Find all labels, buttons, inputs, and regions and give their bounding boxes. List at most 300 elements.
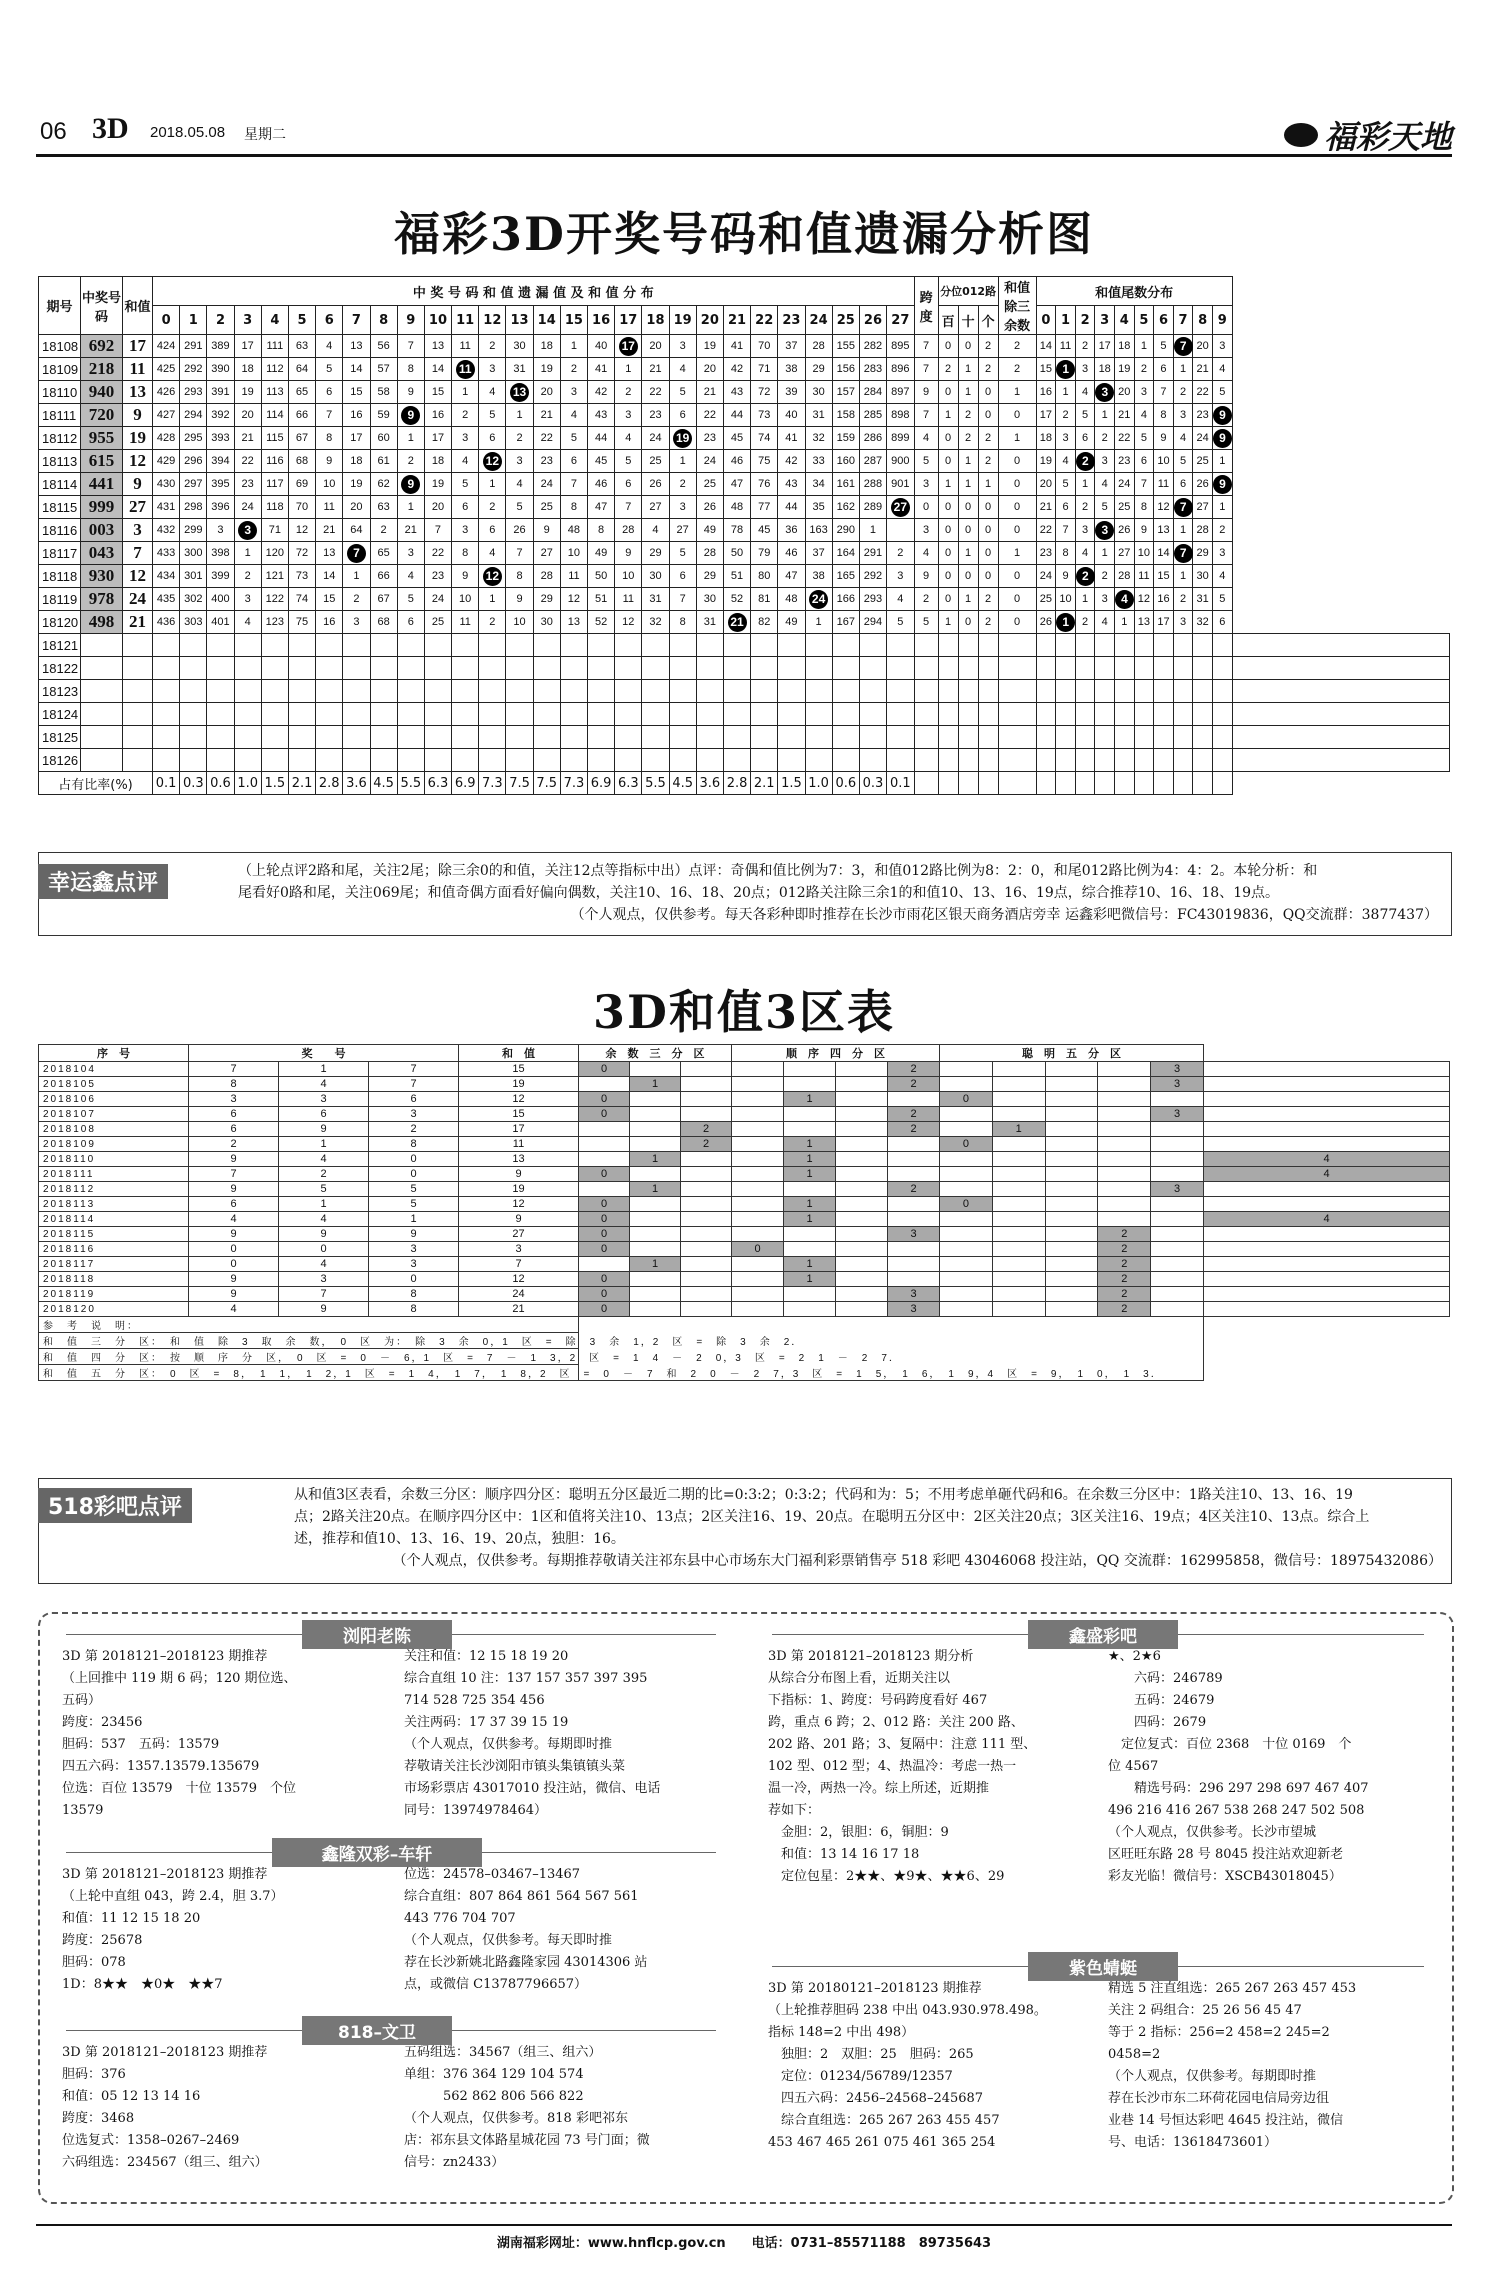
empty-cell — [778, 726, 805, 749]
table-row — [39, 335, 1450, 358]
empty-cell — [751, 634, 778, 657]
winning-number: 720 — [81, 404, 123, 427]
sum-value: 13 — [459, 1152, 579, 1167]
draw-digit: 0 — [369, 1152, 459, 1167]
zone-cell — [1098, 1197, 1151, 1212]
sequence: 2018107 — [39, 1107, 189, 1122]
zone-cell — [992, 1287, 1045, 1302]
tail-cell: 3 — [1075, 358, 1095, 381]
c4-r-line: 区旺旺东路 28 号 8045 投注站欢迎新老 — [1108, 1847, 1344, 1862]
ratio-value: 7.3 — [479, 772, 506, 795]
zone-cell — [681, 1212, 732, 1227]
zone-cell — [1204, 1257, 1450, 1272]
empty-cell — [778, 680, 805, 703]
tail-cell: 17 — [1095, 335, 1115, 358]
table-row — [39, 473, 1450, 496]
omission-cell: 18 — [234, 358, 261, 381]
omission-cell: 2 — [234, 565, 261, 588]
period: 18116 — [39, 519, 81, 542]
ratio-value: 1.0 — [805, 772, 832, 795]
zone-cell — [1151, 1152, 1204, 1167]
c4-l-line: 下指标：1、跨度：号码跨度看好 467 — [768, 1693, 988, 1708]
omission-cell: 23 — [533, 450, 560, 473]
empty-cell — [1114, 703, 1134, 726]
hit-marker: 21 — [728, 613, 747, 632]
zone-cell — [1204, 1182, 1450, 1197]
sum-index: 23 — [778, 306, 805, 335]
empty-cell — [370, 726, 397, 749]
omission-cell: 13 — [343, 335, 370, 358]
table-row — [39, 404, 1450, 427]
omission-cell: 19 — [424, 473, 451, 496]
col-mod3: 余 数 三 分 区 — [579, 1045, 732, 1062]
empty-cell — [642, 634, 669, 657]
omission-cell: 6 — [316, 381, 343, 404]
c5-r-line: 0458=2 — [1108, 2047, 1161, 2062]
c3-l-line: 六码组选：234567（组三、组六） — [62, 2155, 268, 2170]
omission-cell: 64 — [343, 519, 370, 542]
omission-cell: 5 — [669, 542, 696, 565]
omission-cell: 400 — [207, 588, 234, 611]
route-units: 0 — [978, 519, 998, 542]
omission-cell: 18 — [343, 450, 370, 473]
period: 18121 — [39, 634, 81, 657]
omission-cell: 11 — [615, 588, 642, 611]
draw-digit: 8 — [369, 1287, 459, 1302]
omission-cell: 4 — [642, 519, 669, 542]
empty-cell — [479, 680, 506, 703]
c1-r-line: 同号：13974978464） — [404, 1803, 547, 1818]
zone-hit: 1 — [784, 1212, 836, 1227]
omission-cell: 49 — [778, 611, 805, 634]
zone-cell — [992, 1227, 1045, 1242]
omission-cell: 21 — [696, 381, 723, 404]
empty-cell — [588, 749, 615, 772]
c4-r-line: （个人观点，仅供参考。长沙市望城 — [1108, 1825, 1317, 1840]
zone-cell — [992, 1167, 1045, 1182]
zone-cell — [630, 1227, 681, 1242]
empty-cell — [261, 749, 288, 772]
empty-cell — [1056, 703, 1076, 726]
sum-index: 27 — [887, 306, 915, 335]
empty-cell — [316, 703, 343, 726]
omission-cell: 40 — [778, 404, 805, 427]
omission-cell: 116 — [261, 450, 288, 473]
tail-cell: 23 — [1193, 404, 1213, 427]
empty-cell — [81, 726, 123, 749]
tail-cell: 25 — [1193, 450, 1213, 473]
table-row — [39, 611, 1450, 634]
ratio-value: 2.8 — [316, 772, 343, 795]
empty-cell — [1212, 772, 1232, 795]
tail-hit-marker: 4 — [1115, 590, 1134, 609]
omission-cell: 75 — [288, 611, 315, 634]
zone-cell — [732, 1227, 784, 1242]
empty-cell — [914, 634, 938, 657]
zone-cell — [630, 1287, 681, 1302]
zone-hit: 1 — [784, 1137, 836, 1152]
ratio-value: 4.5 — [669, 772, 696, 795]
route-units: 0 — [978, 496, 998, 519]
zone-cell — [732, 1092, 784, 1107]
empty-cell — [723, 726, 750, 749]
tail-cell: 29 — [1193, 542, 1213, 565]
omission-cell: 6 — [479, 427, 506, 450]
empty-cell — [424, 726, 451, 749]
empty-cell — [887, 657, 915, 680]
zone-hit: 1 — [784, 1272, 836, 1287]
omission-cell: 2 — [452, 404, 479, 427]
sum-value: 15 — [459, 1107, 579, 1122]
empty-cell — [123, 749, 153, 772]
empty-cell — [153, 749, 180, 772]
sequence: 2018119 — [39, 1287, 189, 1302]
omission-cell: 73 — [751, 404, 778, 427]
omission-cell: 399 — [207, 565, 234, 588]
zone-hit: 1 — [630, 1077, 681, 1092]
draw-digit: 3 — [369, 1107, 459, 1122]
tail-cell: 6 — [1075, 427, 1095, 450]
ratio-value: 0.3 — [859, 772, 886, 795]
empty-cell — [1056, 772, 1076, 795]
zone-cell — [1045, 1137, 1098, 1152]
omission-cell: 899 — [887, 427, 915, 450]
tail-cell: 3 — [1095, 588, 1115, 611]
zone-cell — [836, 1167, 888, 1182]
ratio-value: 0.1 — [153, 772, 180, 795]
tail-hit-marker: 2 — [1076, 452, 1095, 471]
table-row — [39, 1152, 1450, 1167]
tail-cell: 3 — [1212, 542, 1232, 565]
omission-cell: 113 — [261, 381, 288, 404]
omission-cell: 20 — [234, 404, 261, 427]
c5-r-line: （个人观点，仅供参考。每期即时推 — [1108, 2069, 1317, 2084]
empty-cell — [207, 680, 234, 703]
c1-r-line: 714 528 725 354 456 — [404, 1693, 545, 1708]
c5-left — [768, 1978, 1098, 2154]
empty-cell — [1075, 772, 1095, 795]
c3-r-line: 562 862 806 566 822 — [404, 2089, 584, 2104]
zone-cell — [1045, 1257, 1098, 1272]
zone-cell — [940, 1182, 993, 1197]
zone-cell — [1045, 1107, 1098, 1122]
ratio-value: 1.0 — [234, 772, 261, 795]
tail-cell: 1 — [1173, 358, 1193, 381]
sequence: 2018109 — [39, 1137, 189, 1152]
tail-hit-cell — [1095, 381, 1115, 404]
empty-cell — [588, 680, 615, 703]
empty-cell — [642, 749, 669, 772]
tail-cell: 16 — [1154, 588, 1174, 611]
sum-index: 0 — [153, 306, 180, 335]
empty-cell — [832, 749, 859, 772]
tail-cell: 7 — [1056, 519, 1076, 542]
zone-cell — [1098, 1062, 1151, 1077]
omission-cell: 56 — [370, 335, 397, 358]
empty-cell — [207, 634, 234, 657]
zone-cell — [1098, 1182, 1151, 1197]
omission-cell: 2 — [479, 335, 506, 358]
tail-index: 7 — [1173, 306, 1193, 335]
omission-cell: 167 — [832, 611, 859, 634]
empty-cell — [1036, 680, 1056, 703]
empty-cell — [958, 680, 978, 703]
omission-cell: 9 — [397, 381, 424, 404]
c1-r-line: 关注和值：12 15 18 19 20 — [404, 1649, 569, 1664]
c4-l-line: 从综合分布图上看，近期关注以 — [768, 1671, 951, 1686]
omission-cell: 5 — [506, 496, 533, 519]
empty-cell — [588, 634, 615, 657]
table-row — [39, 542, 1450, 565]
omission-cell: 21 — [397, 519, 424, 542]
zone-cell — [940, 1077, 993, 1092]
empty-cell — [81, 657, 123, 680]
zone-cell — [630, 1107, 681, 1122]
zone-cell — [1204, 1077, 1450, 1092]
sum-value: 27 — [459, 1227, 579, 1242]
empty-cell — [370, 657, 397, 680]
c4-r-line: 五码：24679 — [1108, 1693, 1215, 1708]
empty-cell — [1075, 749, 1095, 772]
sum-value: 19 — [459, 1182, 579, 1197]
zone-cell — [630, 1302, 681, 1317]
zone-cell — [940, 1167, 993, 1182]
tail-cell: 3 — [1134, 381, 1154, 404]
zone-cell — [732, 1302, 784, 1317]
zone-hit: 0 — [940, 1137, 993, 1152]
omission-cell: 8 — [452, 542, 479, 565]
empty-cell — [723, 703, 750, 726]
footer-contact: 湖南福彩网址：www.hnflcp.gov.cn 电话：0731–85571188 89735643 — [496, 2236, 992, 2251]
omission-cell: 11 — [560, 565, 587, 588]
empty-cell — [1036, 726, 1056, 749]
omission-cell: 71 — [751, 358, 778, 381]
omission-cell: 44 — [588, 427, 615, 450]
route-hundreds: 0 — [938, 450, 958, 473]
zone-hit: 2 — [1098, 1302, 1151, 1317]
omission-cell: 31 — [696, 611, 723, 634]
omission-cell: 62 — [370, 473, 397, 496]
empty-cell — [998, 726, 1036, 749]
empty-cell — [958, 749, 978, 772]
omission-cell: 29 — [805, 358, 832, 381]
col-number: 中奖号码 — [81, 277, 123, 335]
chart-title-sum-zones: 3D和值3区表 — [593, 985, 895, 1039]
route-tens: 1 — [958, 381, 978, 404]
omission-cell: 46 — [723, 450, 750, 473]
sum-index: 8 — [370, 306, 397, 335]
tail-cell: 5 — [1075, 404, 1095, 427]
omission-cell: 22 — [424, 542, 451, 565]
zone-cell — [836, 1122, 888, 1137]
omission-cell: 23 — [234, 473, 261, 496]
route-tens: 1 — [958, 473, 978, 496]
omission-cell: 121 — [261, 565, 288, 588]
period: 18117 — [39, 542, 81, 565]
tail-cell: 12 — [1154, 496, 1174, 519]
sum-index: 13 — [506, 306, 533, 335]
omission-cell: 5 — [397, 588, 424, 611]
review1-line1: （上轮点评2路和尾，关注2尾；除三余0的和值，关注12点等指标中出）点评：奇偶和值比例为7：3，和值012路比例为8：2：0，和尾012路比例为4：4：2。本轮分析：和 — [238, 863, 1318, 879]
logo-icon — [1284, 123, 1318, 147]
empty-cell — [261, 657, 288, 680]
c3-left — [62, 2042, 380, 2174]
empty-cell — [1114, 772, 1134, 795]
zone-hit: 4 — [1204, 1167, 1450, 1182]
page-number: 06 — [40, 118, 67, 145]
omission-cell: 44 — [778, 496, 805, 519]
draw-digit: 3 — [279, 1092, 369, 1107]
omission-cell: 2 — [560, 358, 587, 381]
omission-cell: 43 — [778, 473, 805, 496]
empty-cell — [560, 634, 587, 657]
empty-cell — [938, 657, 958, 680]
c3-right — [404, 2042, 722, 2174]
sequence: 2018108 — [39, 1122, 189, 1137]
empty-cell — [914, 657, 938, 680]
empty-cell — [1095, 726, 1115, 749]
empty-cell — [424, 703, 451, 726]
zone-cell — [630, 1197, 681, 1212]
omission-cell: 157 — [832, 381, 859, 404]
tail-cell: 3 — [1075, 519, 1095, 542]
zone-hit: 2 — [888, 1122, 940, 1137]
sum-value: 3 — [123, 519, 153, 542]
zone-cell — [836, 1212, 888, 1227]
c5-r-line: 精选 5 注直组选：265 267 263 457 453 — [1108, 1981, 1357, 1996]
omission-cell: 46 — [588, 473, 615, 496]
c3-r-line: 单组：376 364 129 104 574 — [404, 2067, 584, 2082]
empty-cell — [1173, 634, 1193, 657]
empty-cell — [1134, 634, 1154, 657]
tail-cell: 15 — [1036, 358, 1056, 381]
sequence: 2018105 — [39, 1077, 189, 1092]
tail-cell: 8 — [1134, 496, 1154, 519]
ratio-value: 5.5 — [642, 772, 669, 795]
empty-cell — [832, 634, 859, 657]
table-row — [39, 450, 1450, 473]
omission-cell: 10 — [506, 611, 533, 634]
empty-cell — [588, 703, 615, 726]
omission-cell: 3 — [234, 588, 261, 611]
remainder-value: 2 — [998, 335, 1036, 358]
empty-cell — [234, 680, 261, 703]
omission-cell: 111 — [261, 335, 288, 358]
empty-cell — [805, 749, 832, 772]
note-row — [39, 1365, 1450, 1381]
zone-cell — [1151, 1257, 1204, 1272]
c4-l-line: 和值：13 14 16 17 18 — [768, 1847, 920, 1862]
empty-cell — [506, 749, 533, 772]
tail-hit-marker: 3 — [1095, 383, 1114, 402]
empty-cell — [642, 680, 669, 703]
tail-cell: 27 — [1193, 496, 1213, 519]
empty-cell — [751, 703, 778, 726]
empty-cell — [397, 726, 424, 749]
empty-cell — [1212, 680, 1232, 703]
note-heading: 参 考 说 明： — [39, 1317, 579, 1333]
empty-cell — [723, 680, 750, 703]
empty-cell — [669, 680, 696, 703]
empty-cell — [180, 749, 207, 772]
empty-cell — [914, 680, 938, 703]
omission-cell: 43 — [723, 381, 750, 404]
omission-cell: 6 — [669, 565, 696, 588]
sequence: 2018113 — [39, 1197, 189, 1212]
empty-cell — [832, 680, 859, 703]
omission-cell: 31 — [506, 358, 533, 381]
col-tail-group: 和值尾数分布 — [1036, 277, 1232, 306]
tail-cell: 9 — [1056, 565, 1076, 588]
omission-cell: 401 — [207, 611, 234, 634]
tail-cell: 20 — [1114, 381, 1134, 404]
tail-cell: 19 — [1114, 358, 1134, 381]
period: 18125 — [39, 726, 81, 749]
c2-r-line: 443 776 704 707 — [404, 1911, 516, 1926]
zone-cell — [579, 1152, 630, 1167]
position-label: 百 — [938, 306, 958, 335]
omission-cell: 58 — [370, 381, 397, 404]
tail-cell: 1 — [1212, 450, 1232, 473]
c5-r-line: 关注 2 码组合：25 26 56 45 47 — [1108, 2003, 1302, 2018]
empty-cell — [958, 703, 978, 726]
empty-cell — [642, 703, 669, 726]
empty-cell — [1154, 726, 1174, 749]
empty-cell — [1193, 726, 1213, 749]
zone-cell — [992, 1077, 1045, 1092]
hit-marker: 12 — [483, 452, 502, 471]
omission-cell: 1 — [615, 358, 642, 381]
omission-cell: 1 — [397, 496, 424, 519]
tail-cell: 5 — [1212, 381, 1232, 404]
zone-cell — [992, 1257, 1045, 1272]
empty-cell — [1036, 657, 1056, 680]
sum-value: 12 — [459, 1092, 579, 1107]
omission-cell: 3 — [669, 335, 696, 358]
omission-cell: 291 — [180, 335, 207, 358]
sequence: 2018116 — [39, 1242, 189, 1257]
omission-cell: 3 — [887, 565, 915, 588]
omission-cell: 7 — [424, 519, 451, 542]
col-sum: 和值 — [123, 277, 153, 335]
hit-marker: 27 — [891, 498, 910, 517]
c4-l-line: 202 路、201 路；3、复隔中：注意 111 型、 — [768, 1737, 1037, 1752]
zone-note: 和 值 四 分 区： 按 顺 序 分 区， 0 区 = 0 － 6，1 区 = 7 － 1 3，2 区 = 1 4 － 2 0，3 区 = 2 1 － 2 7． — [39, 1349, 940, 1365]
tail-hit-cell — [1114, 588, 1134, 611]
empty-cell — [81, 703, 123, 726]
empty-cell — [316, 680, 343, 703]
c2-r-line: 综合直组：807 864 861 564 567 561 — [404, 1889, 639, 1904]
omission-cell: 14 — [343, 358, 370, 381]
tail-cell: 6 — [1212, 611, 1232, 634]
c1-l-line: 四五六码：1357.13579.135679 — [62, 1759, 260, 1774]
zone-hit: 1 — [630, 1182, 681, 1197]
omission-cell: 3 — [397, 542, 424, 565]
omission-cell: 71 — [261, 519, 288, 542]
empty-cell — [958, 634, 978, 657]
empty-cell — [479, 726, 506, 749]
empty-cell — [288, 634, 315, 657]
draw-digit: 1 — [369, 1212, 459, 1227]
c5-r-line: 号、电话：13618473601） — [1108, 2135, 1277, 2150]
omission-cell: 293 — [859, 588, 886, 611]
draw-digit: 0 — [369, 1167, 459, 1182]
draw-digit: 0 — [189, 1242, 279, 1257]
c3-r-line: 信号：zn2433） — [404, 2155, 505, 2170]
sum-value: 9 — [123, 473, 153, 496]
zone-cell — [940, 1122, 993, 1137]
draw-digit: 4 — [279, 1077, 369, 1092]
